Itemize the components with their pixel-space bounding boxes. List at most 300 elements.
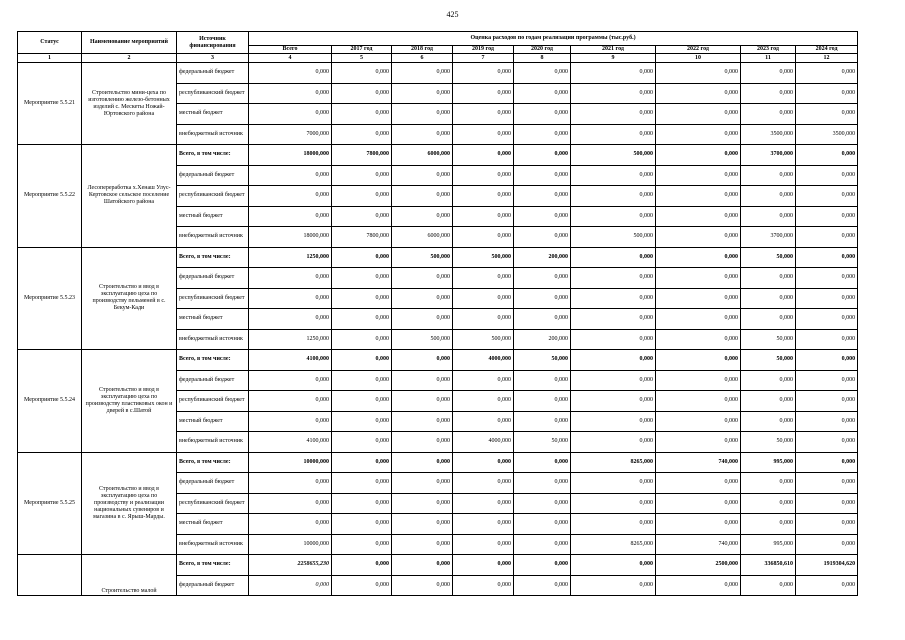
value-cell: 50,000 <box>741 247 796 268</box>
value-cell: 0,000 <box>571 473 656 494</box>
value-cell: 0,000 <box>741 288 796 309</box>
value-cell: 0,000 <box>796 493 858 514</box>
value-cell: 0,000 <box>249 309 332 330</box>
value-cell: 0,000 <box>453 493 514 514</box>
value-cell: 0,000 <box>332 206 392 227</box>
value-cell: 0,000 <box>796 288 858 309</box>
value-cell: 0,000 <box>332 473 392 494</box>
value-cell: 0,000 <box>332 514 392 535</box>
value-cell: 0,000 <box>249 370 332 391</box>
table-row <box>18 63 858 84</box>
value-cell: 18000,000 <box>249 227 332 248</box>
value-cell: 0,000 <box>656 329 741 350</box>
column-number: 2 <box>82 54 177 63</box>
value-cell: 1919304,620 <box>796 555 858 576</box>
value-cell: 0,000 <box>796 63 858 84</box>
value-cell: 0,000 <box>514 104 571 125</box>
activity-name-cell: Строительство и ввод в эксплуатацию цеха по производству пластиковых окон и дверей в с.Шатой <box>82 350 177 453</box>
value-cell: 7800,000 <box>332 227 392 248</box>
value-cell: 4000,000 <box>453 432 514 453</box>
value-cell: 0,000 <box>514 555 571 576</box>
value-cell: 2258655,230 <box>249 555 332 576</box>
value-cell: 0,000 <box>332 165 392 186</box>
value-cell: 3500,000 <box>796 124 858 145</box>
value-cell: 0,000 <box>741 514 796 535</box>
value-cell: 0,000 <box>392 288 453 309</box>
header-year: 2023 год <box>741 46 796 54</box>
value-cell: 0,000 <box>571 309 656 330</box>
value-cell: 0,000 <box>796 247 858 268</box>
table-row <box>18 452 858 473</box>
value-cell: 0,000 <box>392 411 453 432</box>
value-cell: 0,000 <box>453 268 514 289</box>
funding-source-cell: местный бюджет <box>177 411 249 432</box>
value-cell: 0,000 <box>741 309 796 330</box>
value-cell: 0,000 <box>453 575 514 596</box>
value-cell: 0,000 <box>571 391 656 412</box>
value-cell: 0,000 <box>796 534 858 555</box>
value-cell: 6000,000 <box>392 227 453 248</box>
value-cell: 0,000 <box>741 206 796 227</box>
funding-source-cell: республиканский бюджет <box>177 391 249 412</box>
value-cell: 0,000 <box>332 411 392 432</box>
header-name: Наименование мероприятий <box>82 32 177 54</box>
value-cell: 0,000 <box>453 452 514 473</box>
value-cell: 0,000 <box>332 268 392 289</box>
value-cell: 0,000 <box>741 186 796 207</box>
funding-source-cell: федеральный бюджет <box>177 63 249 84</box>
page-number: 425 <box>446 10 459 19</box>
value-cell: 0,000 <box>453 534 514 555</box>
value-cell: 0,000 <box>249 186 332 207</box>
funding-source-cell: внебюджетный источник <box>177 534 249 555</box>
funding-source-cell: Всего, в том числе: <box>177 145 249 166</box>
value-cell: 0,000 <box>796 452 858 473</box>
value-cell: 740,000 <box>656 452 741 473</box>
budget-table <box>17 31 858 596</box>
value-cell: 10000,000 <box>249 534 332 555</box>
value-cell: 0,000 <box>332 186 392 207</box>
value-cell: 0,000 <box>392 165 453 186</box>
value-cell: 500,000 <box>453 247 514 268</box>
value-cell: 0,000 <box>514 411 571 432</box>
value-cell: 0,000 <box>571 350 656 371</box>
value-cell: 1250,000 <box>249 247 332 268</box>
value-cell: 0,000 <box>392 473 453 494</box>
value-cell: 2500,000 <box>656 555 741 576</box>
value-cell: 0,000 <box>514 165 571 186</box>
value-cell: 0,000 <box>332 370 392 391</box>
header-source: Источник финансирования <box>177 32 249 54</box>
value-cell: 200,000 <box>514 247 571 268</box>
header-year: 2022 год <box>656 46 741 54</box>
value-cell: 0,000 <box>332 350 392 371</box>
value-cell: 0,000 <box>571 268 656 289</box>
value-cell: 0,000 <box>514 227 571 248</box>
column-number: 9 <box>571 54 656 63</box>
value-cell: 0,000 <box>796 186 858 207</box>
value-cell: 0,000 <box>332 247 392 268</box>
value-cell: 0,000 <box>514 288 571 309</box>
value-cell: 0,000 <box>741 370 796 391</box>
value-cell: 8265,000 <box>571 534 656 555</box>
value-cell: 0,000 <box>514 186 571 207</box>
status-cell: Мероприятие 5.5.23 <box>18 247 82 350</box>
activity-name-cell: Строительство и ввод в эксплуатацию цеха по производству пельменей в с. Бекум-Кади <box>82 247 177 350</box>
value-cell: 0,000 <box>571 329 656 350</box>
value-cell: 4100,000 <box>249 350 332 371</box>
value-cell: 0,000 <box>656 104 741 125</box>
value-cell: 0,000 <box>796 575 858 596</box>
value-cell: 0,000 <box>741 391 796 412</box>
value-cell: 0,000 <box>249 575 332 596</box>
status-cell: Мероприятие 5.5.22 <box>18 145 82 248</box>
value-cell: 0,000 <box>332 63 392 84</box>
value-cell: 3700,000 <box>741 227 796 248</box>
value-cell: 0,000 <box>453 514 514 535</box>
value-cell: 995,000 <box>741 534 796 555</box>
value-cell: 0,000 <box>453 186 514 207</box>
value-cell: 50,000 <box>741 432 796 453</box>
value-cell: 0,000 <box>392 83 453 104</box>
value-cell: 0,000 <box>249 63 332 84</box>
value-cell: 0,000 <box>571 370 656 391</box>
value-cell: 0,000 <box>741 165 796 186</box>
value-cell: 0,000 <box>392 534 453 555</box>
funding-source-cell: республиканский бюджет <box>177 288 249 309</box>
value-cell: 0,000 <box>453 391 514 412</box>
value-cell: 50,000 <box>741 329 796 350</box>
header-year: Всего <box>249 46 332 54</box>
activity-name-cell: Строительство малой <box>82 555 177 596</box>
value-cell: 0,000 <box>656 145 741 166</box>
funding-source-cell: местный бюджет <box>177 514 249 535</box>
header-year: 2018 год <box>392 46 453 54</box>
value-cell: 0,000 <box>453 145 514 166</box>
column-number: 10 <box>656 54 741 63</box>
value-cell: 0,000 <box>796 370 858 391</box>
header-year: 2021 год <box>571 46 656 54</box>
value-cell: 10000,000 <box>249 452 332 473</box>
value-cell: 0,000 <box>249 411 332 432</box>
value-cell: 0,000 <box>453 104 514 125</box>
table-row <box>18 555 858 576</box>
value-cell: 0,000 <box>514 493 571 514</box>
status-cell: Мероприятие 5.5.24 <box>18 350 82 453</box>
activity-name-cell: Строительство мини-цеха по изготовлению железо-бетонных изделий с. Мескеты Ножай-Юртовского района <box>82 63 177 145</box>
value-cell: 0,000 <box>514 309 571 330</box>
value-cell: 0,000 <box>453 227 514 248</box>
value-cell: 0,000 <box>571 165 656 186</box>
value-cell: 0,000 <box>249 165 332 186</box>
value-cell: 0,000 <box>656 370 741 391</box>
funding-source-cell: внебюджетный источник <box>177 227 249 248</box>
value-cell: 0,000 <box>656 350 741 371</box>
header-estimate: Оценка расходов по годам реализации программы (тыс.руб.) <box>249 32 858 46</box>
value-cell: 0,000 <box>332 309 392 330</box>
value-cell: 0,000 <box>514 575 571 596</box>
table-row <box>18 145 858 166</box>
value-cell: 0,000 <box>514 268 571 289</box>
header-year: 2017 год <box>332 46 392 54</box>
value-cell: 0,000 <box>741 473 796 494</box>
table-row <box>18 247 858 268</box>
value-cell: 0,000 <box>796 473 858 494</box>
value-cell: 6000,000 <box>392 145 453 166</box>
value-cell: 0,000 <box>453 473 514 494</box>
value-cell: 0,000 <box>796 206 858 227</box>
value-cell: 0,000 <box>656 227 741 248</box>
value-cell: 0,000 <box>741 268 796 289</box>
value-cell: 0,000 <box>249 473 332 494</box>
value-cell: 0,000 <box>453 309 514 330</box>
funding-source-cell: республиканский бюджет <box>177 493 249 514</box>
value-cell: 7800,000 <box>332 145 392 166</box>
value-cell: 0,000 <box>332 124 392 145</box>
value-cell: 0,000 <box>571 411 656 432</box>
value-cell: 500,000 <box>392 329 453 350</box>
funding-source-cell: федеральный бюджет <box>177 473 249 494</box>
value-cell: 0,000 <box>249 391 332 412</box>
value-cell: 0,000 <box>392 370 453 391</box>
value-cell: 0,000 <box>656 309 741 330</box>
value-cell: 0,000 <box>571 63 656 84</box>
value-cell: 740,000 <box>656 534 741 555</box>
column-number: 3 <box>177 54 249 63</box>
value-cell: 0,000 <box>656 186 741 207</box>
value-cell: 0,000 <box>656 124 741 145</box>
value-cell: 0,000 <box>332 555 392 576</box>
funding-source-cell: республиканский бюджет <box>177 186 249 207</box>
value-cell: 0,000 <box>796 514 858 535</box>
column-number: 4 <box>249 54 332 63</box>
value-cell: 0,000 <box>514 124 571 145</box>
value-cell: 0,000 <box>796 268 858 289</box>
funding-source-cell: федеральный бюджет <box>177 268 249 289</box>
value-cell: 0,000 <box>249 514 332 535</box>
value-cell: 0,000 <box>741 575 796 596</box>
value-cell: 0,000 <box>741 493 796 514</box>
column-number: 6 <box>392 54 453 63</box>
value-cell: 0,000 <box>796 165 858 186</box>
value-cell: 0,000 <box>796 309 858 330</box>
value-cell: 0,000 <box>571 124 656 145</box>
funding-source-cell: Всего, в том числе: <box>177 247 249 268</box>
value-cell: 0,000 <box>796 145 858 166</box>
value-cell: 0,000 <box>571 247 656 268</box>
value-cell: 0,000 <box>741 411 796 432</box>
value-cell: 0,000 <box>796 391 858 412</box>
value-cell: 0,000 <box>453 288 514 309</box>
value-cell: 0,000 <box>249 288 332 309</box>
value-cell: 0,000 <box>796 83 858 104</box>
value-cell: 0,000 <box>392 514 453 535</box>
value-cell: 7000,000 <box>249 124 332 145</box>
value-cell: 0,000 <box>392 555 453 576</box>
value-cell: 0,000 <box>514 534 571 555</box>
value-cell: 0,000 <box>514 452 571 473</box>
funding-source-cell: федеральный бюджет <box>177 165 249 186</box>
value-cell: 0,000 <box>249 104 332 125</box>
value-cell: 500,000 <box>571 227 656 248</box>
value-cell: 8265,000 <box>571 452 656 473</box>
value-cell: 0,000 <box>656 575 741 596</box>
status-cell: Мероприятие 5.5.25 <box>18 452 82 555</box>
value-cell: 995,000 <box>741 452 796 473</box>
value-cell: 0,000 <box>392 268 453 289</box>
value-cell: 0,000 <box>656 288 741 309</box>
value-cell: 0,000 <box>514 391 571 412</box>
value-cell: 0,000 <box>571 104 656 125</box>
activity-name-cell: Строительство и ввод в эксплуатацию цеха по производству и реализации национальных сувениров и магазина в с. Ярыш-Марды. <box>82 452 177 555</box>
funding-source-cell: местный бюджет <box>177 309 249 330</box>
value-cell: 0,000 <box>656 514 741 535</box>
value-cell: 0,000 <box>741 63 796 84</box>
value-cell: 200,000 <box>514 329 571 350</box>
status-cell: Мероприятие 5.5.21 <box>18 63 82 145</box>
column-number: 5 <box>332 54 392 63</box>
header-year: 2024 год <box>796 46 858 54</box>
value-cell: 0,000 <box>332 452 392 473</box>
column-number: 8 <box>514 54 571 63</box>
header-year: 2019 год <box>453 46 514 54</box>
funding-source-cell: местный бюджет <box>177 104 249 125</box>
value-cell: 0,000 <box>453 124 514 145</box>
value-cell: 0,000 <box>453 165 514 186</box>
value-cell: 0,000 <box>249 493 332 514</box>
value-cell: 4100,000 <box>249 432 332 453</box>
value-cell: 0,000 <box>514 473 571 494</box>
value-cell: 0,000 <box>571 555 656 576</box>
value-cell: 0,000 <box>571 514 656 535</box>
funding-source-cell: местный бюджет <box>177 206 249 227</box>
value-cell: 0,000 <box>796 227 858 248</box>
value-cell: 0,000 <box>514 63 571 84</box>
value-cell: 0,000 <box>453 411 514 432</box>
value-cell: 0,000 <box>392 432 453 453</box>
value-cell: 500,000 <box>392 247 453 268</box>
value-cell: 0,000 <box>656 432 741 453</box>
column-number: 12 <box>796 54 858 63</box>
value-cell: 4000,000 <box>453 350 514 371</box>
value-cell: 18000,000 <box>249 145 332 166</box>
value-cell: 0,000 <box>656 165 741 186</box>
value-cell: 0,000 <box>392 63 453 84</box>
value-cell: 500,000 <box>571 145 656 166</box>
value-cell: 0,000 <box>514 514 571 535</box>
value-cell: 50,000 <box>514 432 571 453</box>
funding-source-cell: федеральный бюджет <box>177 575 249 596</box>
value-cell: 0,000 <box>332 104 392 125</box>
value-cell: 0,000 <box>571 186 656 207</box>
status-cell <box>18 555 82 596</box>
value-cell: 0,000 <box>571 575 656 596</box>
value-cell: 0,000 <box>453 206 514 227</box>
value-cell: 0,000 <box>796 350 858 371</box>
value-cell: 0,000 <box>332 83 392 104</box>
value-cell: 0,000 <box>656 206 741 227</box>
activity-name-cell: Лесопереработка х.Хенаш Улус-Кертовское сельское поселение Шатойского района <box>82 145 177 248</box>
value-cell: 0,000 <box>392 309 453 330</box>
value-cell: 3500,000 <box>741 124 796 145</box>
value-cell: 0,000 <box>796 329 858 350</box>
value-cell: 0,000 <box>656 268 741 289</box>
value-cell: 0,000 <box>332 329 392 350</box>
value-cell: 0,000 <box>332 432 392 453</box>
value-cell: 0,000 <box>656 493 741 514</box>
value-cell: 0,000 <box>796 411 858 432</box>
funding-source-cell: республиканский бюджет <box>177 83 249 104</box>
value-cell: 500,000 <box>453 329 514 350</box>
value-cell: 0,000 <box>571 83 656 104</box>
value-cell: 0,000 <box>392 575 453 596</box>
value-cell: 0,000 <box>453 370 514 391</box>
value-cell: 0,000 <box>571 432 656 453</box>
value-cell: 0,000 <box>453 63 514 84</box>
funding-source-cell: федеральный бюджет <box>177 370 249 391</box>
value-cell: 0,000 <box>392 452 453 473</box>
funding-source-cell: внебюджетный источник <box>177 124 249 145</box>
value-cell: 0,000 <box>249 206 332 227</box>
value-cell: 0,000 <box>796 432 858 453</box>
value-cell: 0,000 <box>392 104 453 125</box>
funding-source-cell: внебюджетный источник <box>177 329 249 350</box>
value-cell: 0,000 <box>453 83 514 104</box>
value-cell: 0,000 <box>656 63 741 84</box>
funding-source-cell: Всего, в том числе: <box>177 452 249 473</box>
value-cell: 0,000 <box>741 104 796 125</box>
value-cell: 0,000 <box>392 391 453 412</box>
value-cell: 0,000 <box>392 124 453 145</box>
table-row <box>18 350 858 371</box>
funding-source-cell: Всего, в том числе: <box>177 555 249 576</box>
header-year: 2020 год <box>514 46 571 54</box>
value-cell: 0,000 <box>514 206 571 227</box>
column-number: 1 <box>18 54 82 63</box>
value-cell: 0,000 <box>514 370 571 391</box>
value-cell: 0,000 <box>741 83 796 104</box>
value-cell: 0,000 <box>571 206 656 227</box>
value-cell: 0,000 <box>656 473 741 494</box>
value-cell: 0,000 <box>656 411 741 432</box>
funding-source-cell: Всего, в том числе: <box>177 350 249 371</box>
value-cell: 0,000 <box>796 104 858 125</box>
value-cell: 0,000 <box>332 575 392 596</box>
value-cell: 0,000 <box>392 350 453 371</box>
value-cell: 0,000 <box>392 493 453 514</box>
value-cell: 0,000 <box>392 206 453 227</box>
value-cell: 3700,000 <box>741 145 796 166</box>
value-cell: 0,000 <box>249 268 332 289</box>
value-cell: 0,000 <box>453 555 514 576</box>
column-number: 7 <box>453 54 514 63</box>
value-cell: 0,000 <box>332 493 392 514</box>
value-cell: 50,000 <box>741 350 796 371</box>
funding-source-cell: внебюджетный источник <box>177 432 249 453</box>
value-cell: 0,000 <box>249 83 332 104</box>
value-cell: 0,000 <box>392 186 453 207</box>
value-cell: 0,000 <box>656 247 741 268</box>
value-cell: 0,000 <box>332 288 392 309</box>
value-cell: 0,000 <box>571 493 656 514</box>
value-cell: 0,000 <box>656 83 741 104</box>
header-status: Статус <box>18 32 82 54</box>
value-cell: 336850,610 <box>741 555 796 576</box>
value-cell: 0,000 <box>332 534 392 555</box>
value-cell: 1250,000 <box>249 329 332 350</box>
column-number: 11 <box>741 54 796 63</box>
value-cell: 50,000 <box>514 350 571 371</box>
